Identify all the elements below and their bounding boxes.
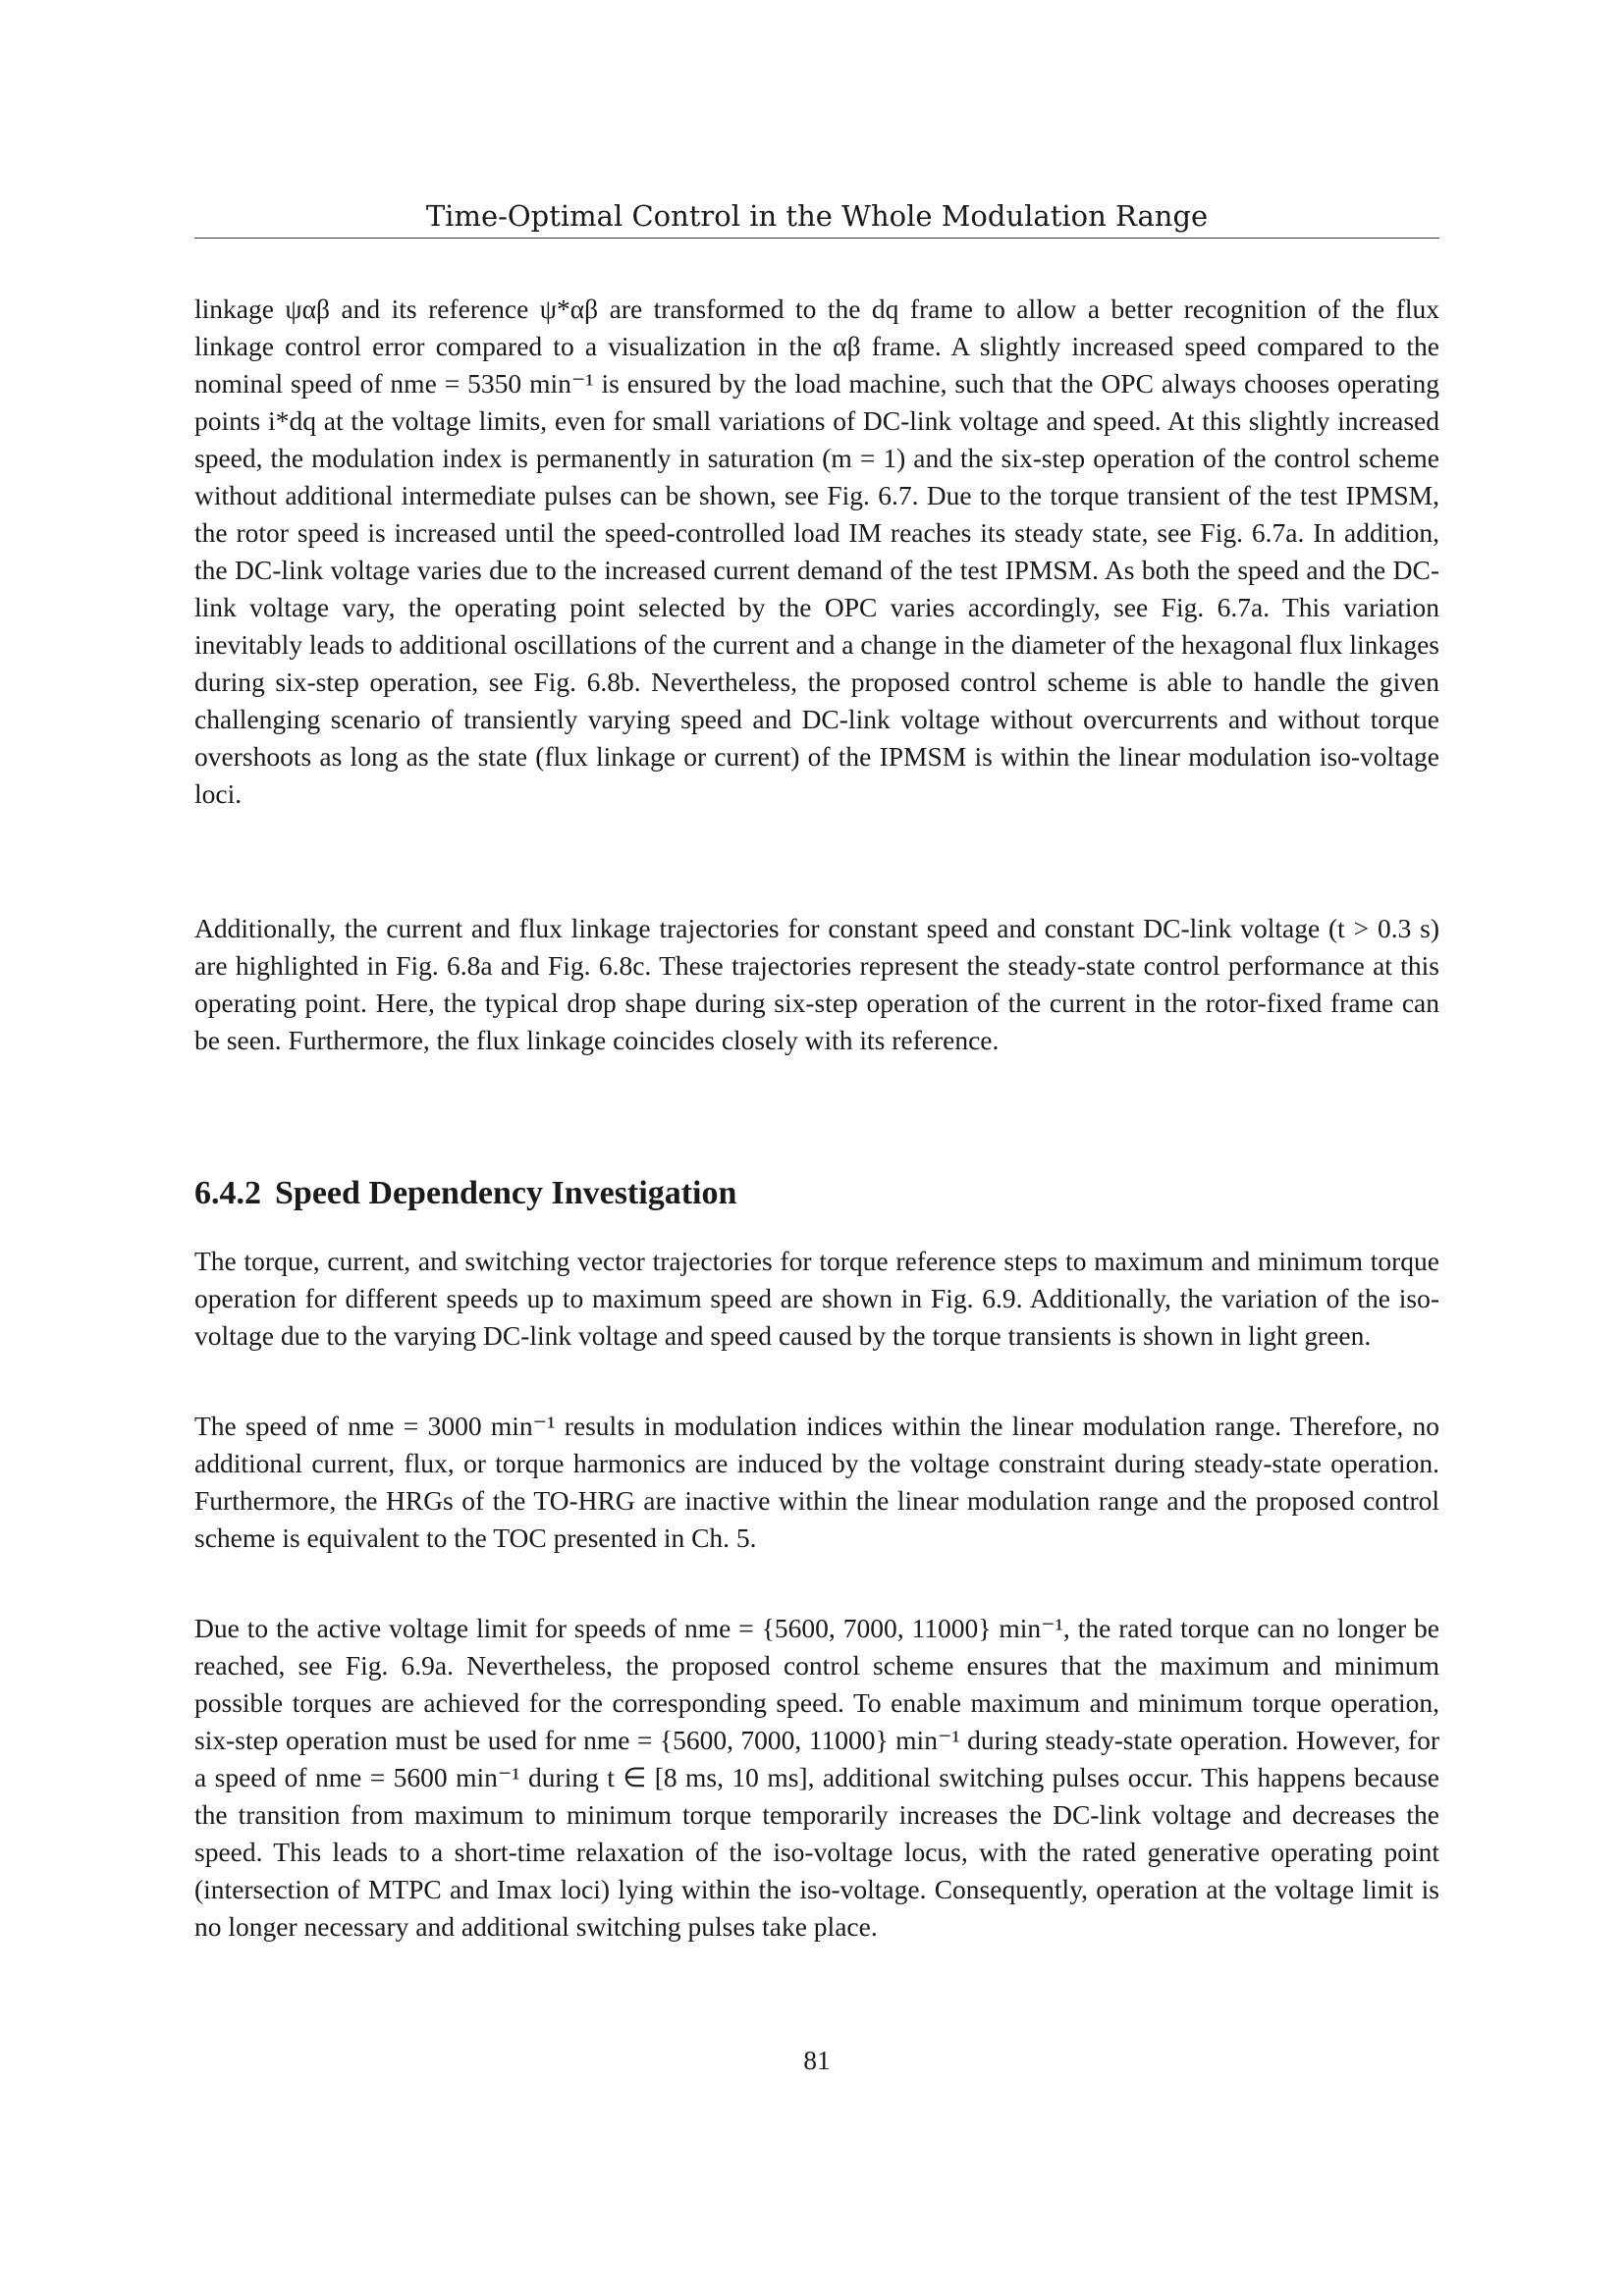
header-rule <box>194 238 1439 239</box>
page-number: 81 <box>803 2045 831 2075</box>
section-title: Speed Dependency Investigation <box>275 1175 737 1211</box>
paragraph-linear-modulation-range: The speed of nme = 3000 min⁻¹ results in modulation indices within the linear modulation range. Therefore, no additional current, flux, or torque harmonics are induced by the voltage constraint during steady-state operation. Furthermore, the HRGs of the TO-HRG are inactive within the linear modulation range and the proposed control scheme is equivalent to the TOC presented in Ch. 5. <box>194 1411 1439 1553</box>
section-heading <box>194 1172 1439 1215</box>
running-header: Time-Optimal Control in the Whole Modulation Range <box>425 199 1209 233</box>
paragraph-flux-linkage-transform: linkage ψαβ and its reference ψ*αβ are transformed to the dq frame to allow a better recognition of the flux linkage control error compared to a visualization in the αβ frame. A slightly increased speed compared to the nominal speed of nme = 5350 min⁻¹ is ensured by the load machine, such that the OPC always chooses operating points i*dq at the voltage limits, even for small variations of DC-link voltage and speed. At this slightly increased speed, the modulation index is permanently in saturation (m = 1) and the six-step operation of the control scheme without additional intermediate pulses can be shown, see Fig. 6.7. Due to the torque transient of the test IPMSM, the rotor speed is increased until the speed-controlled load IM reaches its steady state, see Fig. 6.7a. In addition, the DC-link voltage varies due to the increased current demand of the test IPMSM. As both the speed and the DC-link voltage vary, the operating point selected by the OPC varies accordingly, see Fig. 6.7a. This variation inevitably leads to additional oscillations of the current and a change in the diameter of the hexagonal flux linkages during six-step operation, see Fig. 6.8b. Nevertheless, the proposed control scheme is able to handle the given challenging scenario of transiently varying speed and DC-link voltage without overcurrents and without torque overshoots as long as the state (flux linkage or current) of the IPMSM is within the linear modulation iso-voltage loci. <box>194 294 1439 809</box>
paragraph-speed-dependency-intro: The torque, current, and switching vector trajectories for torque reference steps to maximum and minimum torque operation for different speeds up to maximum speed are shown in Fig. 6.9. Additionally, the variation of the iso-voltage due to the varying DC-link voltage and speed caused by the torque transients is shown in light green. <box>194 1246 1439 1351</box>
section-number: 6.4.2 <box>194 1175 261 1211</box>
paragraph-active-voltage-limit: Due to the active voltage limit for speeds of nme = {5600, 7000, 11000} min⁻¹, the rated torque can no longer be reached, see Fig. 6.9a. Nevertheless, the proposed control scheme ensures that the maximum and minimum possible torques are achieved for the corresponding speed. To enable maximum and minimum torque operation, six-step operation must be used for nme = {5600, 7000, 11000} min⁻¹ during steady-state operation. However, for a speed of nme = 5600 min⁻¹ during t ∈ [8 ms, 10 ms], additional switching pulses occur. This happens because the transition from maximum to minimum torque temporarily increases the DC-link voltage and decreases the speed. This leads to a short-time relaxation of the iso-voltage locus, with the rated generative operating point (intersection of MTPC and Imax loci) lying within the iso-voltage. Consequently, operation at the voltage limit is no longer necessary and additional switching pulses take place. <box>194 1613 1439 1942</box>
paragraph-steady-state-trajectories: Additionally, the current and flux linkage trajectories for constant speed and constant DC-link voltage (t > 0.3 s) are highlighted in Fig. 6.8a and Fig. 6.8c. These trajectories represent the steady-state control performance at this operating point. Here, the typical drop shape during six-step operation of the current in the rotor-fixed frame can be seen. Furthermore, the flux linkage coincides closely with its reference. <box>194 913 1439 1055</box>
